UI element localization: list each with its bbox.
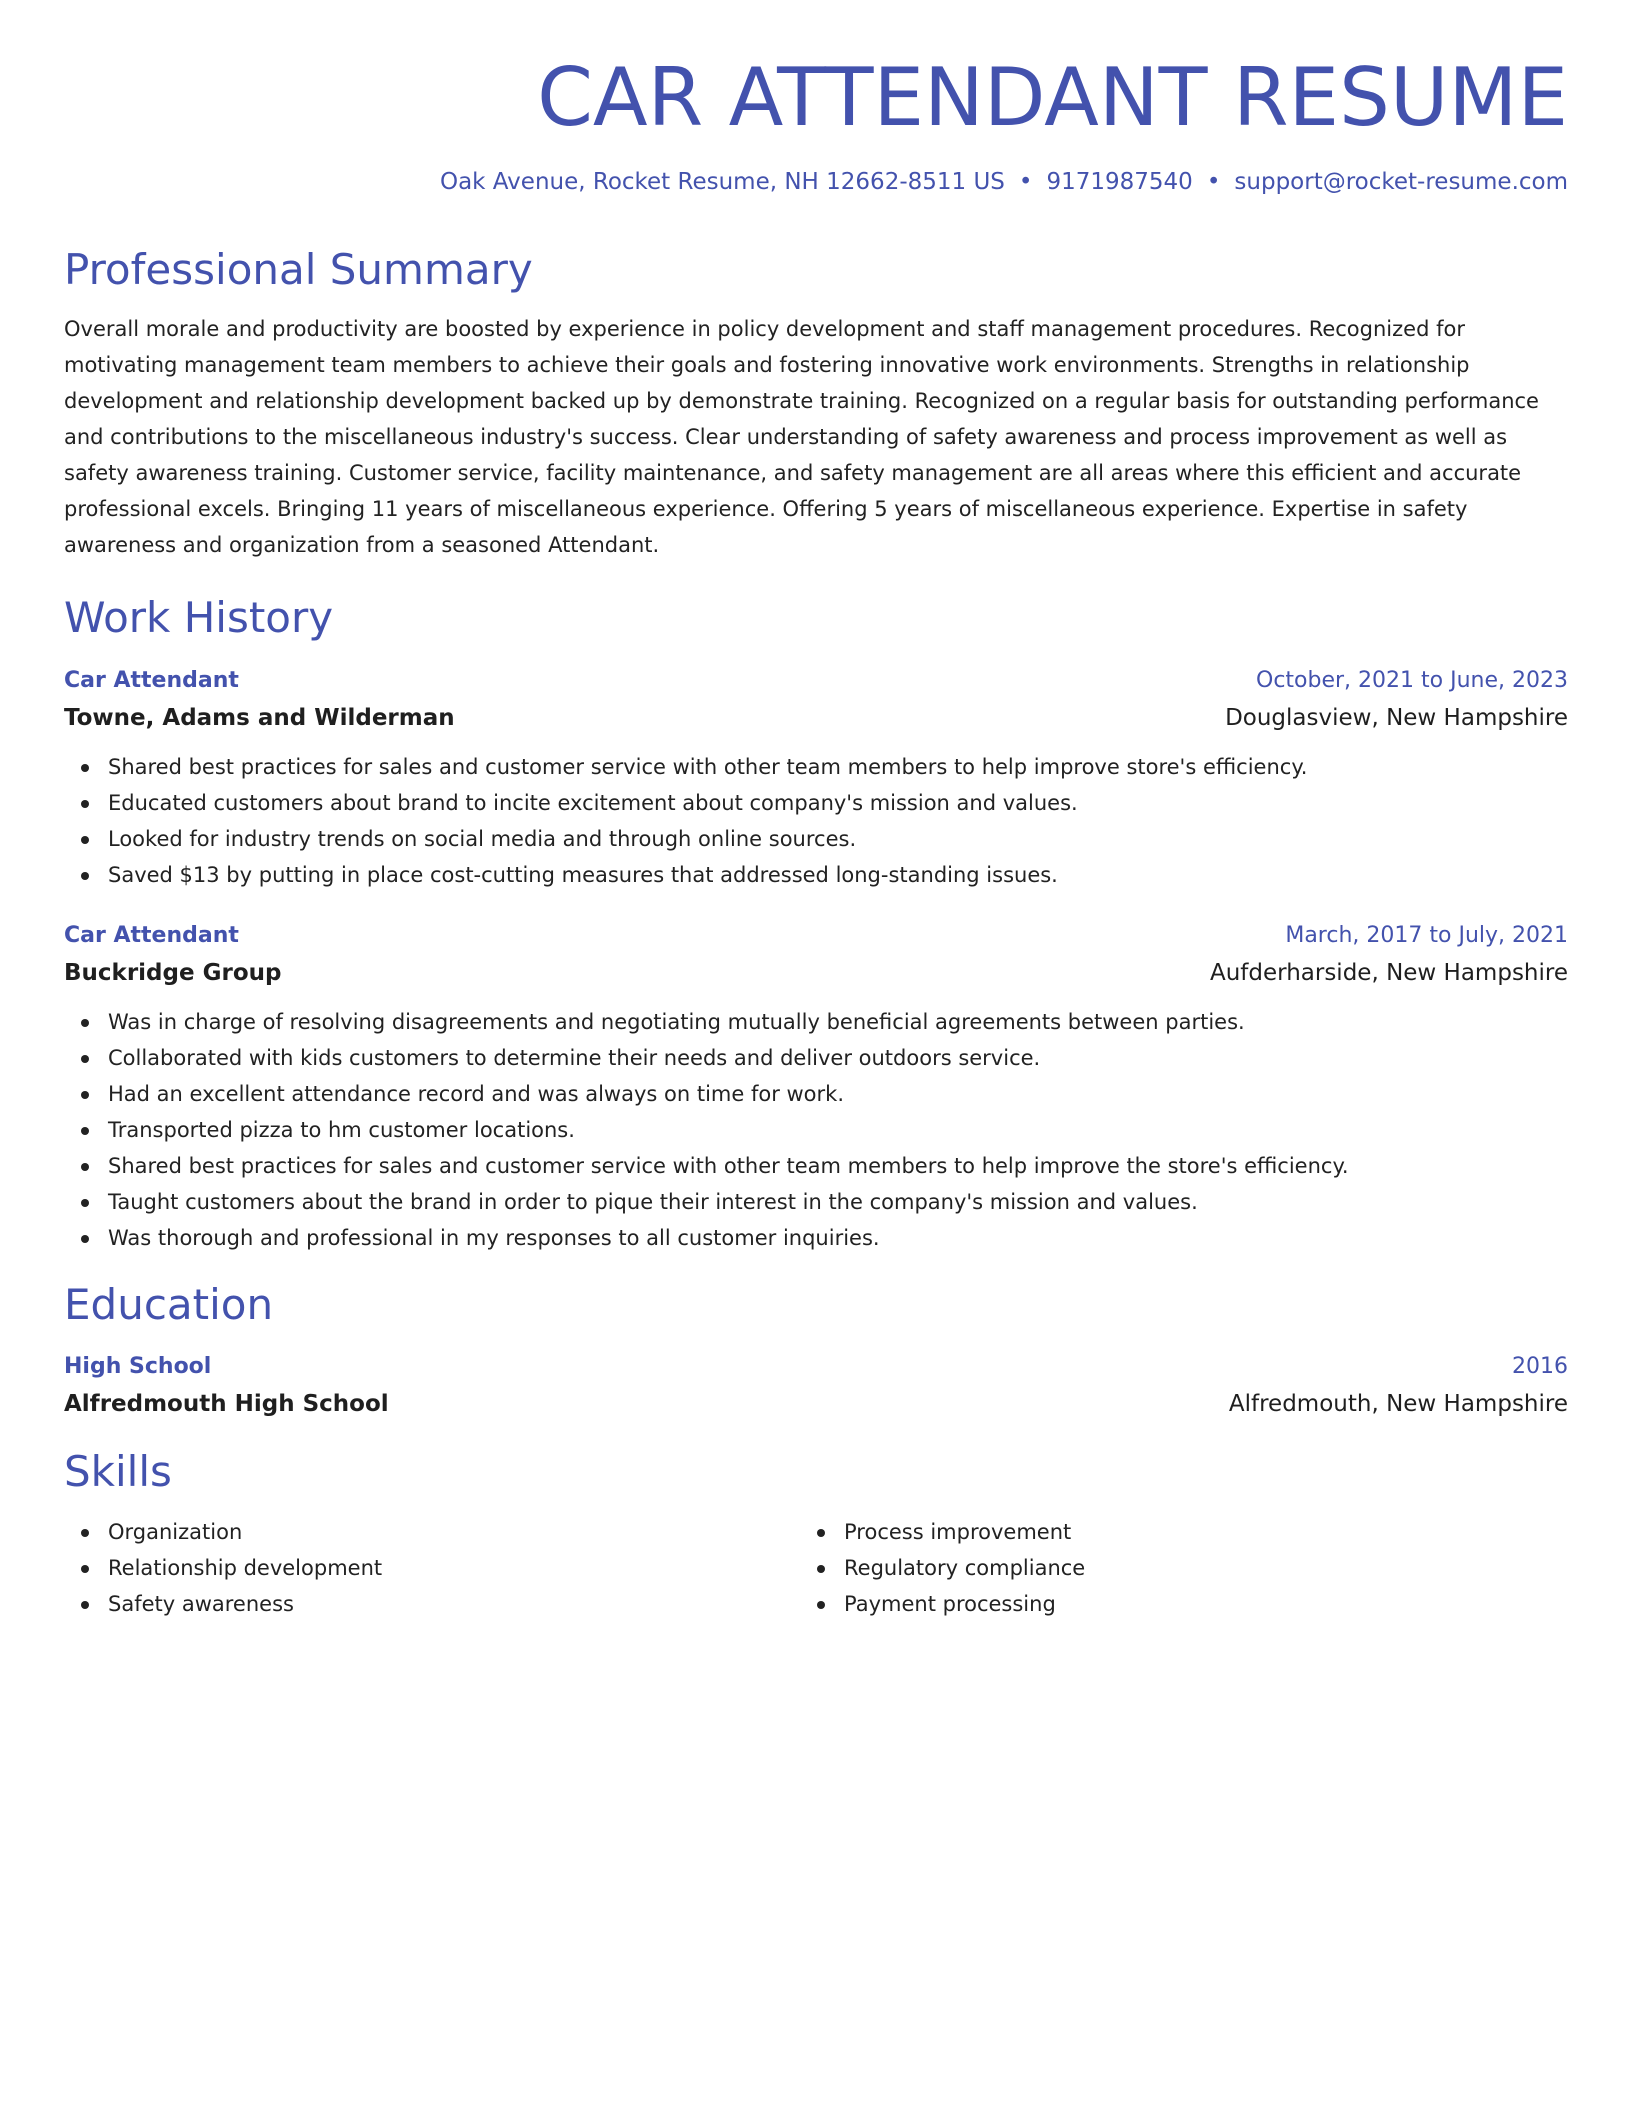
resume-title: CAR ATTENDANT RESUME [537,51,1568,144]
job-duty: Shared best practices for sales and customer service with other team members to help improve store's efficiency. [64,749,1568,785]
job-title: Car Attendant [64,922,239,948]
education-school: Alfredmouth High School [64,1391,389,1418]
contact-separator: • [1206,169,1221,195]
education-entry [64,1354,1568,1417]
contact-address: Oak Avenue, Rocket Resume, NH 12662-8511 US [439,169,1005,195]
contact-email: support@rocket-resume.com [1234,169,1568,195]
job-duties [64,749,1568,893]
job-duty: Had an excellent attendance record and was always on time for work. [64,1076,1568,1112]
skills-column-right [800,1514,1536,1622]
job-company: Towne, Adams and Wilderman [64,704,455,731]
job-duty: Collaborated with kids customers to determine their needs and deliver outdoors service. [64,1040,1568,1076]
job-duty: Shared best practices for sales and customer service with other team members to help improve the store's efficiency. [64,1148,1568,1184]
skill-item: Regulatory compliance [800,1550,1536,1586]
job-duty: Was thorough and professional in my responses to all customer inquiries. [64,1220,1568,1256]
education-degree: High School [64,1354,212,1380]
work-history-heading: Work History [64,593,334,643]
job-header [64,668,1568,693]
job-company-row [64,705,1568,731]
job-location: Aufderharside, New Hampshire [1209,959,1568,986]
education-header [64,1354,1568,1379]
job-entry [64,923,1568,1256]
skills-heading: Skills [64,1447,172,1497]
job-company-row [64,960,1568,986]
contact-phone: 9171987540 [1046,169,1193,195]
job-dates: March, 2017 to July, 2021 [1285,922,1568,948]
job-duty: Educated customers about brand to incite excitement about company's mission and values. [64,785,1568,821]
contact-line [64,169,1568,195]
job-entry [64,668,1568,893]
education-year: 2016 [1512,1354,1568,1380]
skill-item: Process improvement [800,1514,1536,1550]
education-location: Alfredmouth, New Hampshire [1228,1391,1568,1418]
skill-item: Organization [64,1514,800,1550]
skills-list [64,1504,1568,1622]
job-title: Car Attendant [64,667,239,693]
job-duty: Was in charge of resolving disagreements and negotiating mutually beneficial agreements between parties. [64,1004,1568,1040]
job-header [64,923,1568,948]
job-duty: Looked for industry trends on social media and through online sources. [64,821,1568,857]
skills-column-left [64,1514,800,1622]
job-duty: Taught customers about the brand in order to pique their interest in the company's mission and values. [64,1184,1568,1220]
skill-item: Payment processing [800,1586,1536,1622]
job-location: Douglasview, New Hampshire [1225,704,1568,731]
education-school-row [64,1391,1568,1417]
job-dates: October, 2021 to June, 2023 [1256,667,1568,693]
skill-item: Relationship development [64,1550,800,1586]
summary-heading: Professional Summary [64,245,533,294]
job-duties [64,1004,1568,1256]
job-duty: Saved $13 by putting in place cost-cutting measures that addressed long-standing issues. [64,857,1568,893]
job-duty: Transported pizza to hm customer locations. [64,1112,1568,1148]
contact-separator: • [1018,169,1033,195]
job-company: Buckridge Group [64,959,282,986]
summary-text: Overall morale and productivity are boosted by experience in policy development and staff management procedures. Recognized for motivating management team members to achieve their goals and fostering innovative work environments. Strengths in relationship development and relationship development backed up by demonstrate training. Recognized on a regular basis for outstanding performance and contributions to the miscellaneous industry's success. Clear understanding of safety awareness and process improvement as well as safety awareness training. Customer service, facility maintenance, and safety management are all areas where this efficient and accurate professional excels. Bringing 11 years of miscellaneous experience. Offering 5 years of miscellaneous experience. Expertise in safety awareness and organization from a seasoned Attendant. [64,317,1539,558]
skill-item: Safety awareness [64,1586,800,1622]
education-heading: Education [64,1279,274,1329]
